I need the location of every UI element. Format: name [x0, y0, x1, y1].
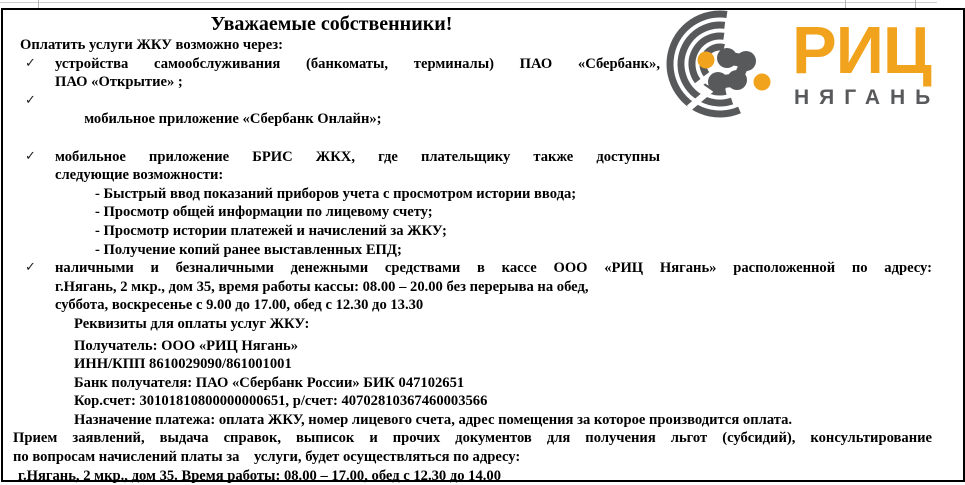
gridline-tick	[38, 0, 39, 8]
bullet-text: мобильное приложение «Сбербанк Онлайн»;	[84, 111, 382, 128]
requisites-purpose: Назначение платежа: оплата ЖКУ, номер лицевого счета, адрес помещения за которое производится оплата.	[74, 411, 793, 428]
footer-address-hours: г.Нягань, 2 мкр., дом 35. Время работы: 08.00 – 17.00, обед с 12.30 до 14.00	[18, 467, 502, 484]
intro-line: Оплатить услуги ЖКУ возможно через:	[20, 37, 283, 53]
bullet-sberbank-online	[3, 92, 940, 148]
check-icon: ✓	[25, 92, 36, 108]
bullet-bris-line2: следующие возможности:	[55, 167, 224, 184]
bullet-cash-office-line1	[3, 259, 932, 278]
bullet-bris-line1	[3, 148, 660, 167]
bullet-cash-office-line3: суббота, воскресенье с 9.00 до 17.00, обед с 12.30 до 13.30	[55, 297, 424, 314]
sub-item-account-info: - Просмотр общей информации по лицевому счету;	[95, 204, 433, 221]
bullet-terminals-line1	[3, 55, 660, 74]
app-top-hairline	[0, 2, 937, 3]
requisites-bank: Банк получателя: ПАО «Сбербанк России» БИК 047102651	[74, 374, 465, 391]
sub-item-epd-copies: - Получение копий ранее выставленных ЕПД;	[95, 241, 402, 258]
bullet-terminals-line2: ПАО «Открытие» ;	[55, 74, 183, 91]
bullet-text: наличными и безналичными денежными средствами в кассе ООО «РИЦ Нягань» расположенной по адресу:	[55, 260, 932, 277]
notice-frame	[1, 8, 965, 482]
check-icon: ✓	[25, 55, 36, 71]
sub-item-meter-readings: - Быстрый ввод показаний приборов учета с просмотром истории ввода;	[95, 185, 577, 202]
check-icon: ✓	[25, 148, 36, 164]
requisites-recipient: Получатель: ООО «РИЦ Нягань»	[74, 337, 299, 354]
page-title: Уважаемые собственники!	[210, 13, 453, 35]
logo-city-text: НЯГАНЬ	[794, 86, 941, 109]
footer-services-line1: Прием заявлений, выдача справок, выписок и прочих документов для получения льгот (субсидий), консультирование	[13, 430, 932, 447]
notice-content	[3, 10, 940, 485]
footer-services-line2: по вопросам начислений платы за услуги, будет осуществляться по адресу:	[13, 449, 521, 466]
requisites-inn-kpp: ИНН/КПП 8610029090/861001001	[74, 356, 292, 373]
bullet-cash-office-line2: г.Нягань, 2 мкр., дом 35, время работы кассы: 08.00 – 20.00 без перерыва на обед,	[55, 278, 589, 295]
requisites-accounts: Кор.счет: 30101810800000000651, р/счет: 40702810367460003566	[74, 393, 488, 410]
sub-item-payment-history: - Просмотр истории платежей и начислений за ЖКУ;	[95, 222, 447, 239]
check-icon: ✓	[25, 260, 36, 276]
logo-brand-text: РИЦ	[792, 13, 931, 88]
requisites-header: Реквизиты для оплаты услуг ЖКУ:	[74, 315, 310, 332]
bullet-text: мобильное приложение БРИС ЖКХ, где плательщику также доступны	[55, 148, 660, 165]
bullet-text: устройства самообслуживания (банкоматы, терминалы) ПАО «Сбербанк»,	[55, 55, 660, 72]
